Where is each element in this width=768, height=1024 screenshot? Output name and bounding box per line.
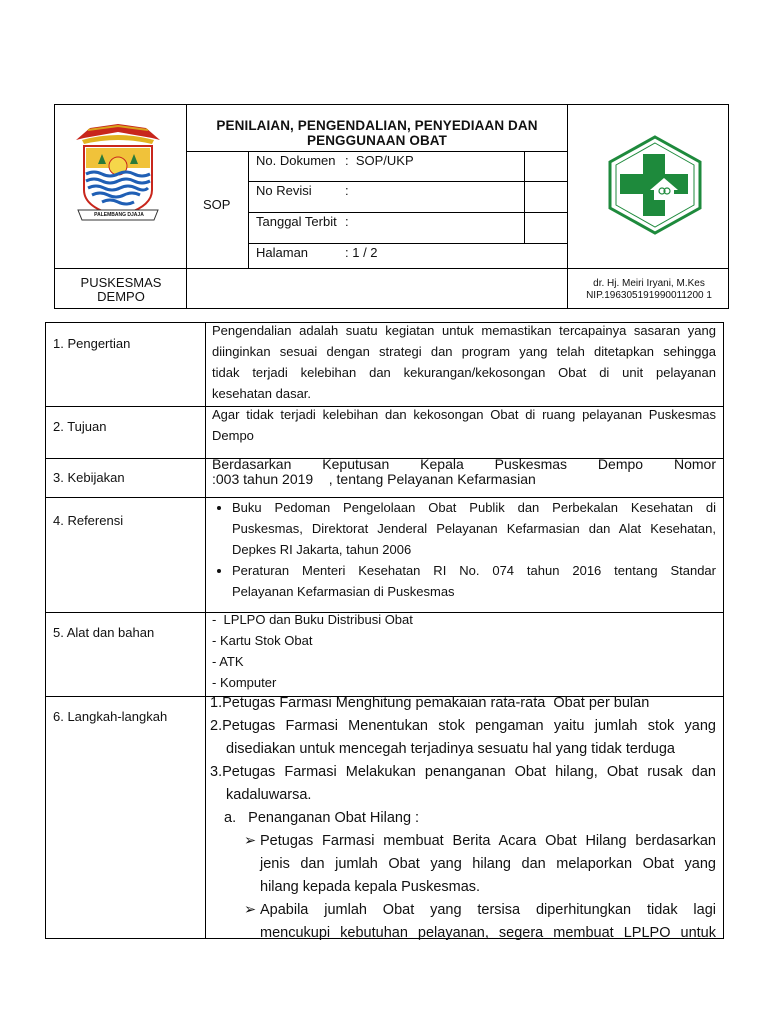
referensi-item-2-line1: • Peraturan Menteri Kesehatan RI No. 074 tahun 2016 tentang Standar — [232, 563, 716, 578]
langkah-step1: 1.Petugas Farmasi Menghitung pemakaian rata-rata Obat per bulan — [210, 695, 650, 711]
alat-item-3: - ATK — [212, 654, 244, 669]
langkah-arrow1-line1: Petugas Farmasi membuat Berita Acara Obat Hilang berdasarkan — [260, 833, 716, 849]
kebijakan-label: 3. Kebijakan — [53, 470, 125, 485]
langkah-step2-line1: 2.Petugas Farmasi Menentukan stok pengaman yaitu jumlah stok yang — [210, 718, 716, 734]
langkah-arrow1-line2: jenis dan jumlah Obat yang hilang dan melaporkan Obat yang — [260, 856, 716, 872]
org-name-line2: DEMPO — [97, 289, 145, 304]
no-dokumen-label: No. Dokumen — [256, 153, 336, 168]
pengertian-line2: diinginkan sesuai dengan strategi dan program yang telah ditetapkan sehingga — [212, 344, 716, 359]
referensi-label: 4. Referensi — [53, 513, 124, 528]
pengertian-line1: Pengendalian adalah suatu kegiatan untuk memastikan tercapainya sasaran yang — [212, 323, 716, 338]
langkah-arrow1-line3: hilang kepada kepala Puskesmas. — [260, 879, 481, 895]
puskesmas-logo — [604, 134, 706, 236]
no-revisi-label: No Revisi — [256, 183, 312, 198]
langkah-sub-a: a. Penanganan Obat Hilang : — [224, 810, 420, 826]
pengertian-line4: kesehatan dasar. — [212, 386, 312, 401]
palembang-logo — [68, 118, 168, 226]
kebijakan-line2: :003 tahun 2019 , tentang Pelayanan Kefarmasian — [212, 471, 536, 487]
langkah-step2-line2: disediakan untuk mencegah terjadinya sesuatu hal yang tidak terduga — [226, 741, 675, 757]
tujuan-line1: Agar tidak terjadi kelebihan dan kekosongan Obat di ruang pelayanan Puskesmas — [212, 407, 716, 422]
logo-ribbon-text: PALEMBANG DJAJA — [94, 212, 144, 218]
pengertian-line3: tidak terjadi kelebihan dan kekurangan/kekosongan Obat di unit pelayanan — [212, 365, 716, 380]
langkah-label: 6. Langkah-langkah — [53, 709, 168, 724]
referensi-item-1-line1: • Buku Pedoman Pengelolaan Obat Publik dan Perbekalan Kesehatan di — [232, 500, 716, 515]
signer-nip: NIP.196305191990011200 1 — [586, 290, 712, 301]
pengertian-label: 1. Pengertian — [53, 336, 131, 351]
referensi-item-1 — [232, 497, 716, 560]
referensi-item-2-line2: Pelayanan Kefarmasian di Puskesmas — [232, 584, 455, 599]
langkah-arrow2-line1: Apabila jumlah Obat yang tersisa diperhitungkan tidak lagi — [260, 902, 716, 918]
alat-label: 5. Alat dan bahan — [53, 625, 155, 640]
halaman-value: : 1 / 2 — [345, 245, 378, 260]
doc-title-line2: PENGGUNAAN OBAT — [306, 133, 447, 148]
referensi-item-2 — [232, 560, 716, 602]
tujuan-label: 2. Tujuan — [53, 419, 107, 434]
org-name-line1: PUSKESMAS — [80, 275, 162, 290]
referensi-item-1-line2: Puskesmas, Direktorat Jenderal Pelayanan Kefarmasian dan Alat Kesehatan, — [232, 521, 716, 536]
langkah-step3-line2: kadaluwarsa. — [226, 787, 312, 803]
signer-name: dr. Hj. Meiri Iryani, M.Kes — [593, 278, 705, 289]
no-revisi-value: : — [345, 183, 349, 198]
arrow-bullet-icon: ➢ — [244, 833, 257, 849]
alat-item-1: - LPLPO dan Buku Distribusi Obat — [212, 612, 413, 627]
alat-item-4: - Komputer — [212, 675, 277, 690]
kebijakan-line1: Berdasarkan Keputusan Kepala Puskesmas Dempo Nomor — [212, 456, 716, 472]
sop-label: SOP — [203, 197, 231, 212]
tanggal-terbit-label: Tanggal Terbit — [256, 214, 337, 229]
tujuan-line2: Dempo — [212, 428, 254, 443]
arrow-bullet-icon: ➢ — [244, 902, 257, 918]
doc-title-line1: PENILAIAN, PENGENDALIAN, PENYEDIAAN DAN — [216, 118, 538, 133]
langkah-arrow2-line2: mencukupi kebutuhan pelayanan, segera membuat LPLPO untuk — [260, 925, 716, 941]
langkah-step3-line1: 3.Petugas Farmasi Melakukan penanganan Obat hilang, Obat rusak dan — [210, 764, 716, 780]
alat-item-2: - Kartu Stok Obat — [212, 633, 313, 648]
tanggal-terbit-value: : — [345, 214, 349, 229]
halaman-label: Halaman — [256, 245, 309, 260]
no-dokumen-value: : SOP/UKP — [345, 153, 414, 168]
referensi-item-1-line3: Depkes RI Jakarta, tahun 2006 — [232, 542, 412, 557]
